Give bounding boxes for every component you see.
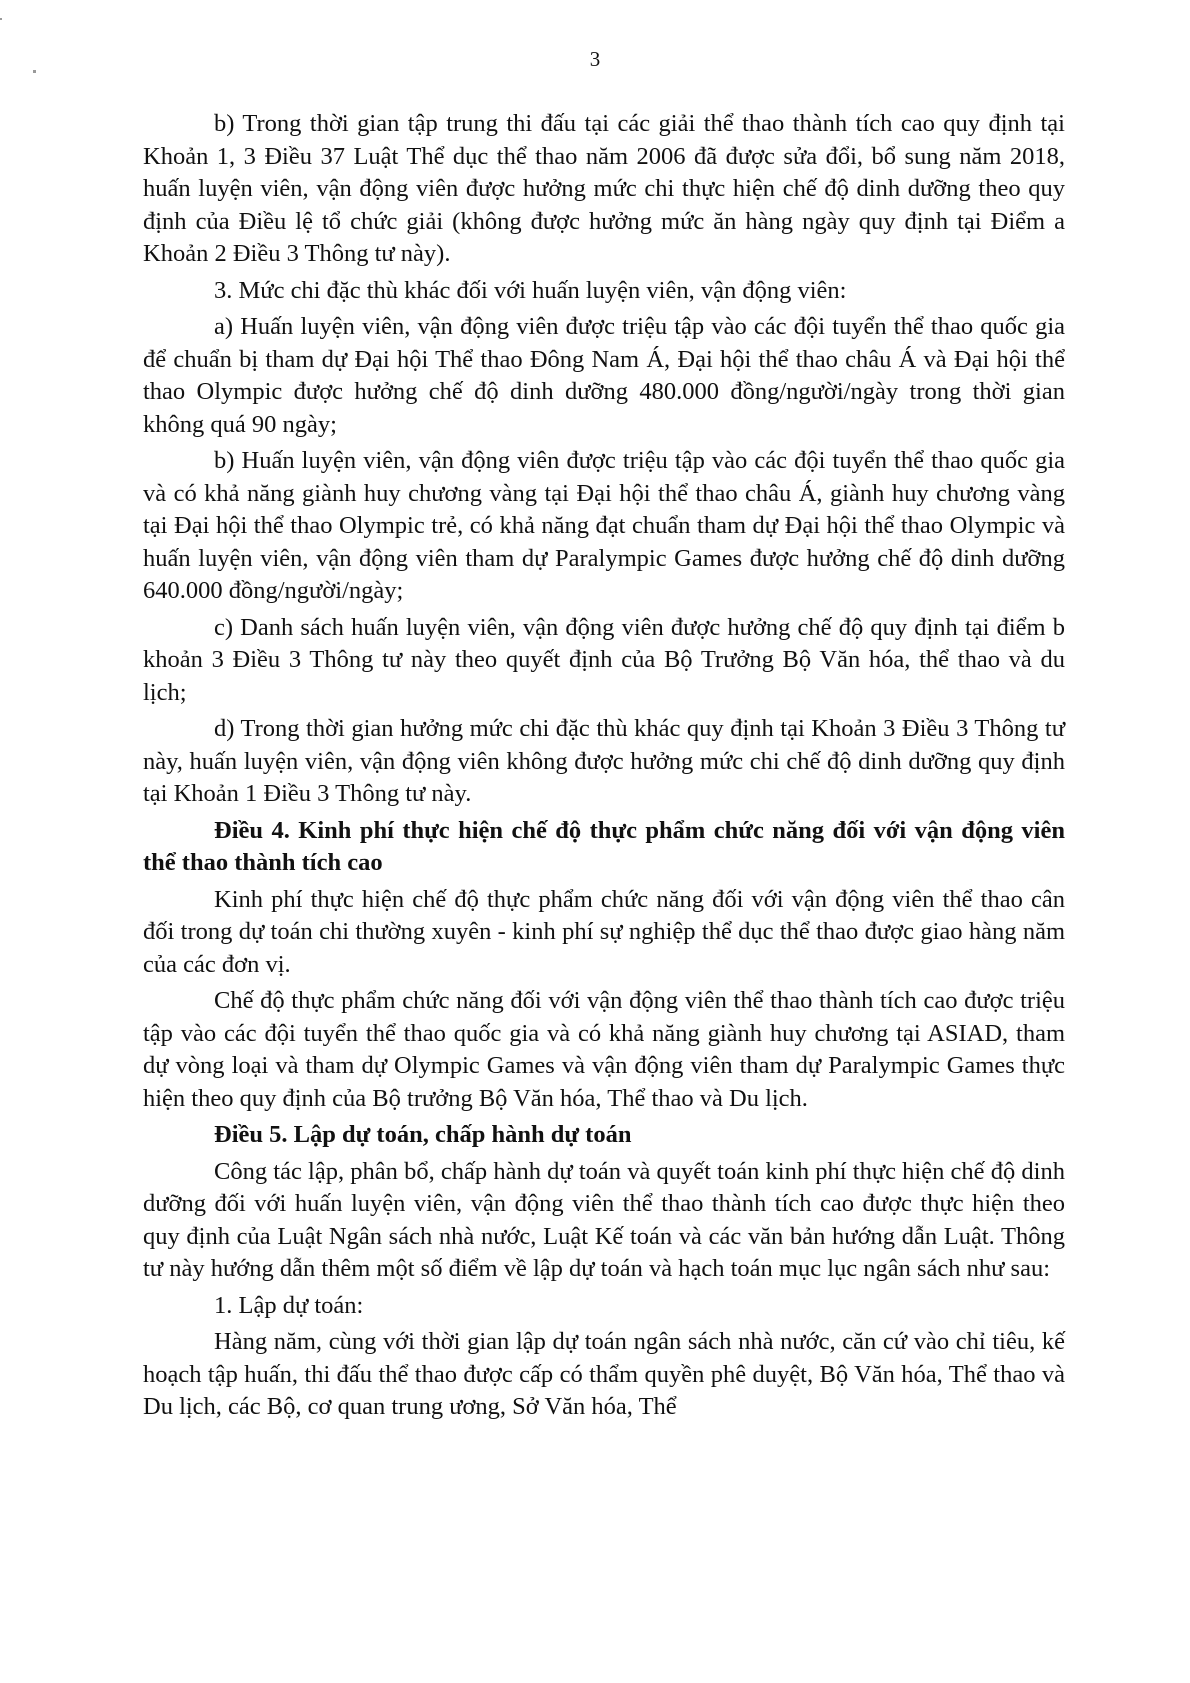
paragraph-3d: d) Trong thời gian hưởng mức chi đặc thù khác quy định tại Khoản 3 Điều 3 Thông tư này, huấn luyện viên, vận động viên không được hưởng mức chi chế độ dinh dưỡng quy định tại Khoản 1 Điều 3 Thông tư này.	[143, 715, 1065, 807]
paragraph-3a: a) Huấn luyện viên, vận động viên được triệu tập vào các đội tuyển thể thao quốc gia để chuẩn bị tham dự Đại hội Thể thao Đông Nam Á, Đại hội thể thao châu Á và Đại hội thể thao Olympic được hưởng chế độ dinh dưỡng 480.000 đồng/người/ngày trong thời gian không quá 90 ngày;	[143, 313, 1065, 438]
page-number: 3	[589, 47, 601, 71]
article-5-heading: Điều 5. Lập dự toán, chấp hành dự toán	[214, 1121, 632, 1148]
scan-speck	[0, 18, 2, 20]
article-5-clause-1: 1. Lập dự toán:	[214, 1291, 364, 1319]
article-5-paragraph-1: Công tác lập, phân bổ, chấp hành dự toán và quyết toán kinh phí thực hiện chế độ dinh dưỡng đối với huấn luyện viên, vận động viên thể thao thành tích cao được thực hiện theo quy định của Luật Ngân sách nhà nước, Luật Kế toán và các văn bản hướng dẫn Luật. Thông tư này hướng dẫn thêm một số điểm về lập dự toán và hạch toán mục lục ngân sách như sau:	[143, 1157, 1065, 1282]
article-4-paragraph-1: Kinh phí thực hiện chế độ thực phẩm chức năng đối với vận động viên thể thao cân đối trong dự toán chi thường xuyên - kinh phí sự nghiệp thể dục thể thao được giao hàng năm của các đơn vị.	[143, 885, 1065, 978]
article-4-heading: Điều 4. Kinh phí thực hiện chế độ thực phẩm chức năng đối với vận động viên thể thao thành tích cao	[143, 816, 1065, 876]
document-body	[143, 108, 1065, 1428]
paragraph-3c: c) Danh sách huấn luyện viên, vận động viên được hưởng chế độ quy định tại điểm b khoản 3 Điều 3 Thông tư này theo quyết định của Bộ Trưởng Bộ Văn hóa, thể thao và du lịch;	[143, 613, 1065, 706]
article-5-paragraph-2: Hàng năm, cùng với thời gian lập dự toán ngân sách nhà nước, căn cứ vào chỉ tiêu, kế hoạch tập huấn, thi đấu thể thao được cấp có thẩm quyền phê duyệt, Bộ Văn hóa, Thể thao và Du lịch, các Bộ, cơ quan trung ương, Sở Văn hóa, Thể	[143, 1328, 1065, 1420]
paragraph-3b: b) Huấn luyện viên, vận động viên được triệu tập vào các đội tuyển thể thao quốc gia và có khả năng giành huy chương vàng tại Đại hội thể thao châu Á, giành huy chương vàng tại Đại hội thể thao Olympic trẻ, có khả năng đạt chuẩn tham dự Đại hội thể thao Olympic và huấn luyện viên, vận động viên tham dự Paralympic Games được hưởng chế độ dinh dưỡng 640.000 đồng/người/ngày;	[143, 447, 1065, 604]
paragraph-clause-3: 3. Mức chi đặc thù khác đối với huấn luyện viên, vận động viên:	[214, 276, 847, 304]
article-4-paragraph-2: Chế độ thực phẩm chức năng đối với vận động viên thể thao thành tích cao được triệu tập vào các đội tuyển thể thao quốc gia và có khả năng giành huy chương tại ASIAD, tham dự vòng loại và tham dự Olympic Games và vận động viên tham dự Paralympic Games thực hiện theo quy định của Bộ trưởng Bộ Văn hóa, Thể thao và Du lịch.	[143, 987, 1065, 1112]
paragraph-3b-prev: b) Trong thời gian tập trung thi đấu tại các giải thể thao thành tích cao quy định tại Khoản 1, 3 Điều 37 Luật Thể dục thể thao năm 2006 đã được sửa đổi, bổ sung năm 2018, huấn luyện viên, vận động viên được hưởng mức chi thực hiện chế độ dinh dưỡng theo quy định của Điều lệ tổ chức giải (không được hưởng mức ăn hàng ngày quy định tại Điểm a Khoản 2 Điều 3 Thông tư này).	[143, 110, 1065, 267]
